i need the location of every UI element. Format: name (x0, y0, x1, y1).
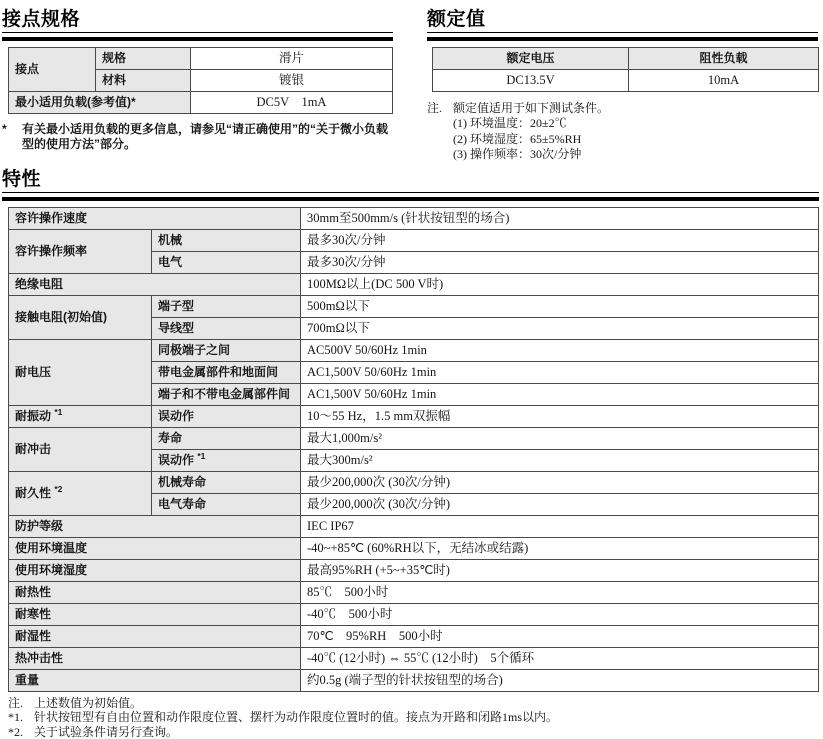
note-text: 上述数值为初始值。 (34, 696, 819, 711)
row-value: 最大300m/s² (301, 449, 819, 471)
note-item: (1) 环境温度：20±2℃ (453, 116, 818, 132)
spec-sub-label: 规格 (96, 47, 191, 69)
table-row (9, 91, 393, 113)
note-text: 针状按钮型有自由位置和动作限度位置、摆杆为动作限度位置时的值。接点为开路和闭路1ms以内。 (34, 710, 819, 725)
row-value: 10～55 Hz，1.5 mm双振幅 (301, 405, 819, 427)
row-label: 耐电压 (9, 339, 152, 405)
row-sub-label: 误动作 $^{*1}$ (152, 449, 301, 471)
material-sub-label: 材料 (96, 69, 191, 91)
characteristics-table (8, 207, 819, 692)
table-row (9, 537, 819, 559)
characteristics-title-rule (2, 197, 819, 201)
min-load-label: 最小适用负载(参考值)* (9, 91, 191, 113)
contact-spec-footnote (2, 122, 393, 152)
row-label: 耐振动 $^{*1}$ (9, 405, 152, 427)
table-row (9, 273, 819, 295)
row-sub-label: 机械寿命 (152, 471, 301, 493)
row-sub-label: 寿命 (152, 427, 301, 449)
row-sub-label: 端子和不带电金属部件间 (152, 383, 301, 405)
note-marker: *2. (8, 725, 34, 739)
row-sub-label: 端子型 (152, 295, 301, 317)
row-value: 最多30次/分钟 (301, 251, 819, 273)
table-row (9, 427, 819, 449)
table-header-row (433, 47, 819, 69)
note-line (8, 710, 819, 725)
table-row (9, 471, 819, 493)
note-marker: 注. (427, 101, 453, 117)
section-characteristics (2, 168, 819, 739)
row-label: 耐湿性 (9, 625, 301, 647)
row-label: 容许操作速度 (9, 207, 301, 229)
row-value: 100MΩ以上(DC 500 V时) (301, 273, 819, 295)
characteristics-notes (8, 696, 819, 739)
row-value: -40~+85℃ (60%RH以下，无结冰或结露) (301, 537, 819, 559)
resistive-load-header: 阻性负载 (629, 47, 819, 69)
contact-spec-title-rule (2, 37, 393, 41)
row-value: 85℃ 500小时 (301, 581, 819, 603)
rated-voltage-header: 额定电压 (433, 47, 629, 69)
row-sub-label: 导线型 (152, 317, 301, 339)
row-value: 最少200,000次 (30次/分钟) (301, 471, 819, 493)
table-row (9, 339, 819, 361)
footnote-ref: *2 (54, 484, 62, 494)
row-label: 容许操作频率 (9, 229, 152, 273)
characteristics-title: 特性 (2, 168, 819, 193)
note-text: 关于试验条件请另行查询。 (34, 725, 819, 739)
row-sub-label: 误动作 (152, 405, 301, 427)
table-row (9, 295, 819, 317)
row-label: 使用环境湿度 (9, 559, 301, 581)
contact-label: 接点 (9, 47, 96, 91)
row-value: -40℃ 500小时 (301, 603, 819, 625)
row-label: 耐寒性 (9, 603, 301, 625)
note-text: 额定值适用于如下测试条件。 (453, 101, 609, 117)
table-row (9, 603, 819, 625)
row-label: 耐热性 (9, 581, 301, 603)
note-line (8, 725, 819, 739)
contact-spec-title: 接点规格 (2, 8, 393, 33)
rated-values-title: 额定值 (427, 8, 818, 33)
footnote-ref: *1 (54, 407, 62, 417)
row-sub-label: 同极端子之间 (152, 339, 301, 361)
rated-values-title-rule (427, 37, 818, 41)
row-label: 耐冲击 (9, 427, 152, 471)
table-row (9, 669, 819, 691)
spec-value: 滑片 (191, 47, 393, 69)
row-label: 耐久性 $^{*2}$ (9, 471, 152, 515)
row-label: 防护等级 (9, 515, 301, 537)
note-marker: 注. (8, 696, 34, 711)
rated-values-table (432, 47, 819, 92)
row-sub-label: 带电金属部件和地面间 (152, 361, 301, 383)
table-row (9, 229, 819, 251)
footnote-marker: * (2, 122, 22, 152)
table-row (9, 515, 819, 537)
row-value: 700mΩ以下 (301, 317, 819, 339)
table-row (9, 647, 819, 669)
row-value: AC1,500V 50/60Hz 1min (301, 361, 819, 383)
row-value: 最大1,000m/s² (301, 427, 819, 449)
table-row (9, 207, 819, 229)
note-line (427, 101, 818, 117)
min-load-value: DC5V 1mA (191, 91, 393, 113)
contact-spec-table (8, 47, 393, 114)
row-label: 接触电阻(初始值) (9, 295, 152, 339)
row-value: AC1,500V 50/60Hz 1min (301, 383, 819, 405)
row-value: 70℃ 95%RH 500小时 (301, 625, 819, 647)
note-items (427, 116, 818, 163)
note-line (8, 696, 819, 711)
row-label: 绝缘电阻 (9, 273, 301, 295)
table-row (9, 47, 393, 69)
note-marker: *1. (8, 710, 34, 725)
note-item: (3) 操作频率：30次/分钟 (453, 147, 818, 163)
footnote-ref: *1 (197, 451, 205, 461)
row-sub-label: 机械 (152, 229, 301, 251)
row-value: 500mΩ以下 (301, 295, 819, 317)
row-value: AC500V 50/60Hz 1min (301, 339, 819, 361)
table-row (9, 625, 819, 647)
row-value: IEC IP67 (301, 515, 819, 537)
note-item: (2) 环境湿度：65±5%RH (453, 132, 818, 148)
rated-voltage-value: DC13.5V (433, 69, 629, 91)
row-sub-label: 电气 (152, 251, 301, 273)
row-value: -40℃ (12小时) ⇔ 55℃ (12小时) 5个循环 (301, 647, 819, 669)
row-value: 30mm至500mm/s (针状按钮型的场合) (301, 207, 819, 229)
row-value: 最少200,000次 (30次/分钟) (301, 493, 819, 515)
table-row (9, 405, 819, 427)
row-value: 最高95%RH (+5~+35℃时) (301, 559, 819, 581)
table-row (9, 559, 819, 581)
row-value: 最多30次/分钟 (301, 229, 819, 251)
resistive-load-value: 10mA (629, 69, 819, 91)
row-label: 使用环境温度 (9, 537, 301, 559)
row-label: 重量 (9, 669, 301, 691)
table-row (9, 581, 819, 603)
row-sub-label: 电气寿命 (152, 493, 301, 515)
rated-values-note (427, 101, 818, 163)
table-row (433, 69, 819, 91)
footnote-text: 有关最小适用负载的更多信息，请参见“请正确使用”的“关于微小负载型的使用方法”部分。 (22, 122, 393, 152)
material-value: 镀银 (191, 69, 393, 91)
section-rated-values (427, 8, 818, 163)
section-contact-spec (2, 8, 393, 152)
row-value: 约0.5g (端子型的针状按钮型的场合) (301, 669, 819, 691)
row-label: 热冲击性 (9, 647, 301, 669)
